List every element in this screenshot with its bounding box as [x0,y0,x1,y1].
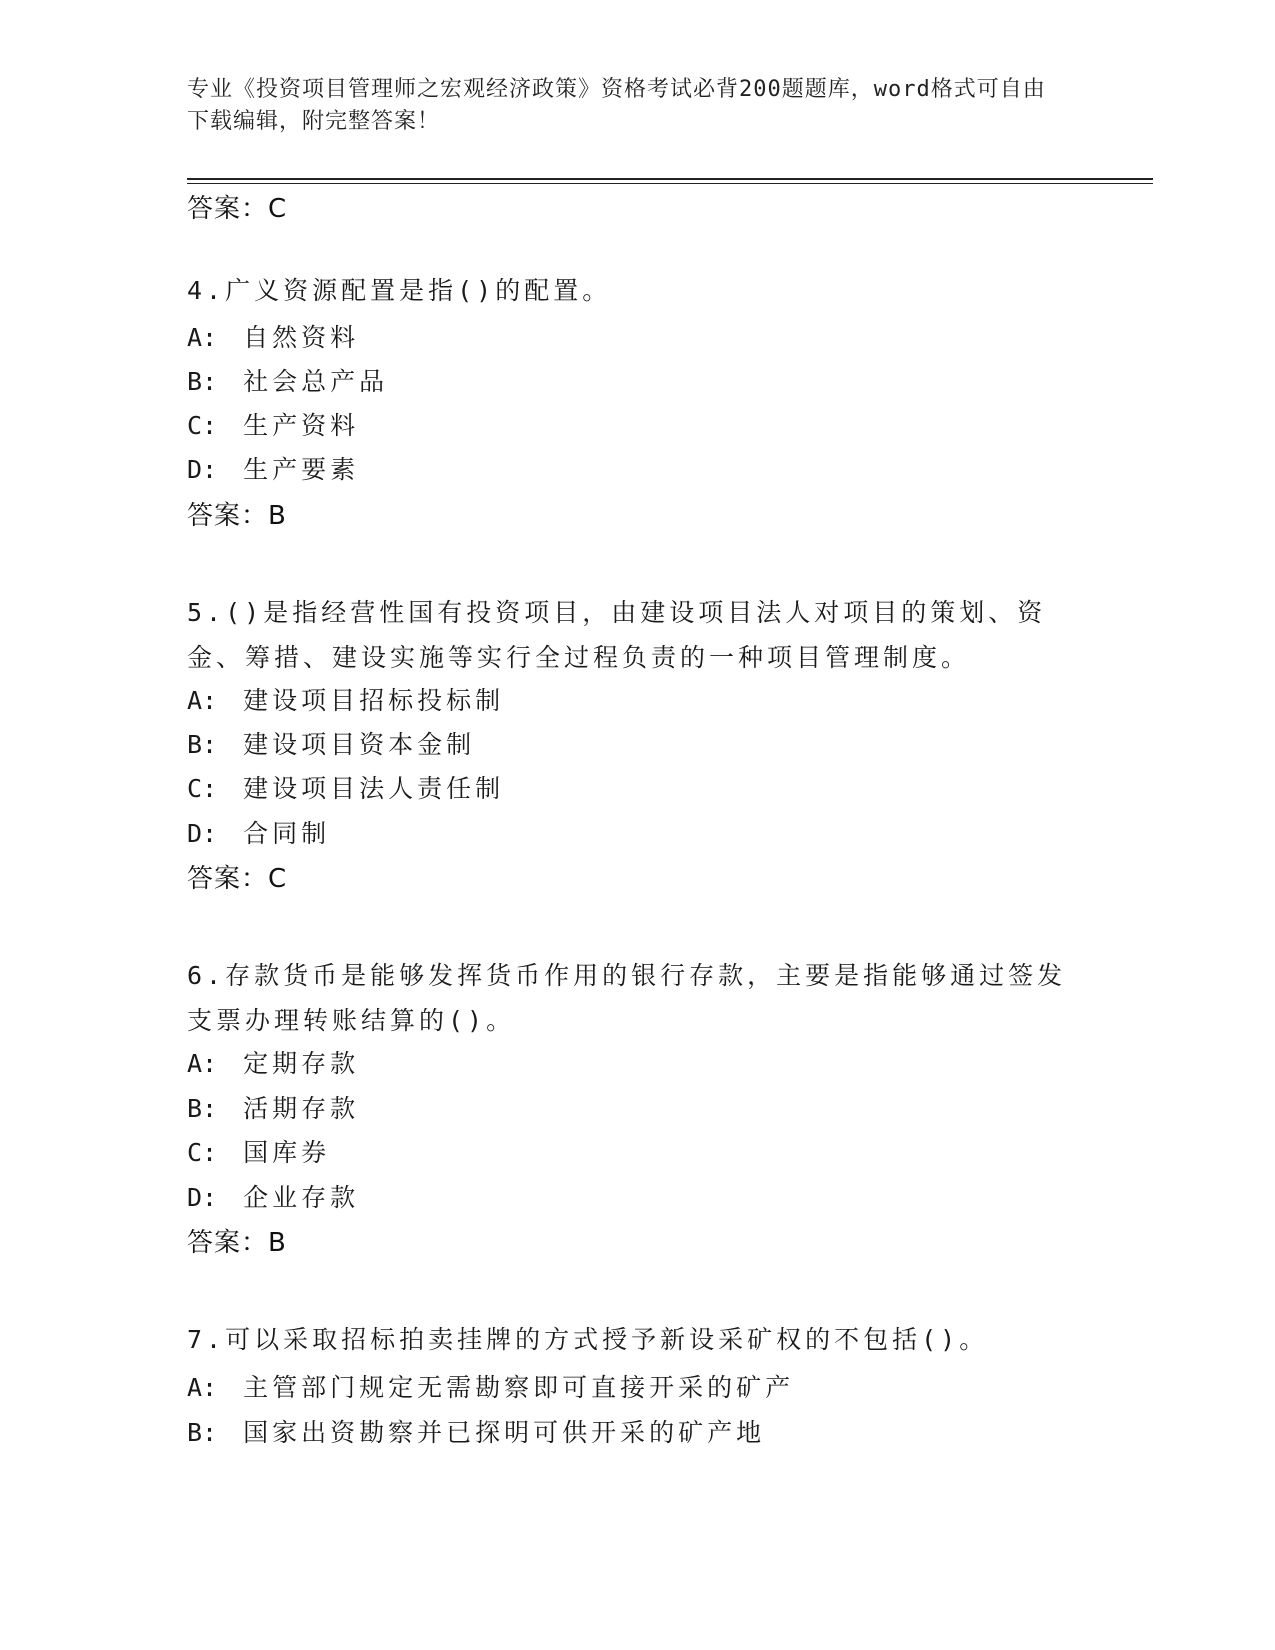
option-letter: C: [187,411,218,440]
option-letter: A: [187,323,218,352]
question-5-option-d [187,814,330,850]
option-letter: A: [187,1049,218,1078]
option-text: 生产资料 [243,411,360,440]
option-text: 国家出资勘察并已探明可供开采的矿产地 [243,1418,766,1447]
option-text: 合同制 [243,819,331,848]
question-7-option-b [187,1413,765,1449]
answer-q6: 答案：B [187,1228,287,1258]
header-rule-thin [187,183,1153,184]
option-letter: A: [187,686,218,715]
option-text: 企业存款 [243,1183,360,1212]
question-6-stem: 6.存款货币是能够发挥货币作用的银行存款，主要是指能够通过签发支票办理转账结算的()。 [187,961,1067,1035]
header-rule-thick [187,178,1153,180]
question-6-option-a [187,1044,359,1080]
question-4-option-a [187,318,359,354]
answer-q5: 答案：C [187,864,288,894]
question-5-option-b [187,725,475,761]
option-letter: D: [187,455,218,484]
option-letter: B: [187,1094,218,1123]
question-5-option-c [187,769,504,805]
question-7-stem: 7.可以采取招标拍卖挂牌的方式授予新设采矿权的不包括()。 [187,1325,989,1354]
question-4-stem: 4.广义资源配置是指()的配置。 [187,276,612,305]
option-text: 定期存款 [243,1049,360,1078]
question-7-option-a [187,1368,794,1404]
question-6-option-b [187,1089,359,1125]
option-letter: D: [187,1183,218,1212]
option-text: 建设项目法人责任制 [243,774,505,803]
answer-q3: 答案：C [187,194,288,224]
option-text: 生产要素 [243,455,360,484]
option-letter: C: [187,774,218,803]
option-text: 建设项目资本金制 [243,730,476,759]
option-letter: B: [187,367,218,396]
option-text: 建设项目招标投标制 [243,686,505,715]
question-6-option-c [187,1133,330,1169]
option-text: 国库券 [243,1138,331,1167]
option-letter: D: [187,819,218,848]
question-4-option-c [187,406,359,442]
answer-q4: 答案：B [187,501,287,531]
question-4-option-d [187,450,359,486]
option-letter: A: [187,1373,218,1402]
option-text: 社会总产品 [243,367,389,396]
option-text: 活期存款 [243,1094,360,1123]
option-text: 主管部门规定无需勘察即可直接开采的矿产 [243,1373,795,1402]
question-4-option-b [187,362,388,398]
question-5-stem: 5.()是指经营性国有投资项目，由建设项目法人对项目的策划、资金、筹措、建设实施等实行全过程负责的一种项目管理制度。 [187,598,1047,672]
option-letter: C: [187,1138,218,1167]
option-text: 自然资料 [243,323,360,352]
question-6-option-d [187,1178,359,1214]
question-5-option-a [187,681,504,717]
document-header: 专业《投资项目管理师之宏观经济政策》资格考试必背200题题库，word格式可自由下载编辑，附完整答案！ [187,77,1046,134]
option-letter: B: [187,1418,218,1447]
option-letter: B: [187,730,218,759]
